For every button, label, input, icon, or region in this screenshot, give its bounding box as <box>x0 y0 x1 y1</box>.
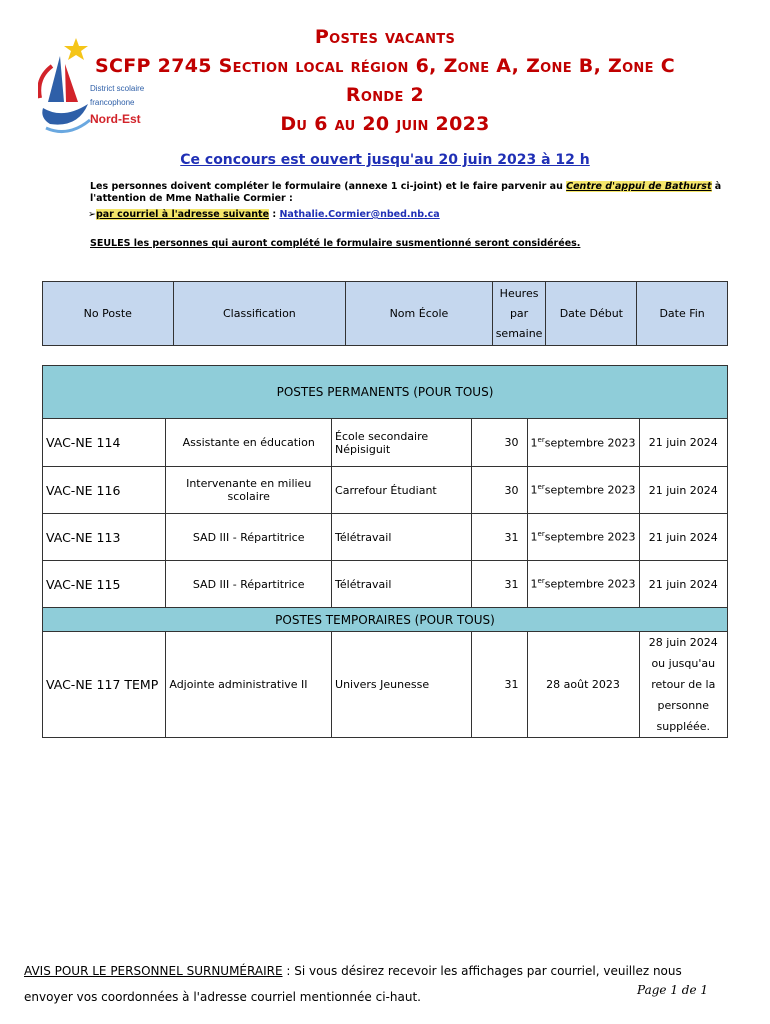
table-row <box>43 561 728 608</box>
email-link[interactable]: Nathalie.Cormier@nbed.nb.ca <box>279 209 440 220</box>
cell-fin: 21 juin 2024 <box>639 514 727 561</box>
cell-debut <box>527 419 639 467</box>
page-number: Page 1 de 1 <box>637 983 708 997</box>
col-nom-ecole: Nom École <box>346 282 493 346</box>
instructions-prefix: Les personnes doivent compléter le formulaire (annexe 1 ci-joint) et le faire parvenir au <box>90 181 567 192</box>
footer-note <box>24 958 724 1010</box>
cell-ecole: Télétravail <box>332 561 472 608</box>
cell-heures: 30 <box>472 467 527 514</box>
cell-fin: 21 juin 2024 <box>639 419 727 467</box>
cell-classification: SAD III - Répartitrice <box>166 514 332 561</box>
cell-heures: 31 <box>472 561 527 608</box>
cell-no: VAC-NE 115 <box>43 561 166 608</box>
open-notice: Ce concours est ouvert jusqu'au 20 juin 2023 à 12 h <box>180 152 590 168</box>
cell-fin: 28 juin 2024 ou jusqu'au retour de la personne suppléée. <box>639 632 727 738</box>
logo-line3: Nord-Est <box>90 112 141 126</box>
title-line3: Ronde 2 <box>345 84 425 106</box>
debut-sup: er <box>537 577 545 586</box>
debut-rest: septembre 2023 <box>544 530 636 544</box>
title-line1: Postes vacants <box>314 26 456 48</box>
email-sep: : <box>269 209 280 220</box>
section-temporary: POSTES TEMPORAIRES (POUR TOUS) <box>43 608 728 632</box>
instructions-suffix: à l'attention de Mme Nathalie Cormier : <box>90 181 722 204</box>
cell-fin: 21 juin 2024 <box>639 561 727 608</box>
logo-line1: District scolaire <box>90 84 145 93</box>
cell-classification: SAD III - Répartitrice <box>166 561 332 608</box>
col-heures <box>492 282 546 346</box>
cell-no: VAC-NE 117 TEMP <box>43 632 166 738</box>
cell-debut <box>527 514 639 561</box>
cell-heures: 31 <box>472 632 527 738</box>
title-line2: SCFP 2745 Section local région 6, Zone A, Zone B, Zone C <box>95 55 675 77</box>
cell-ecole: Télétravail <box>332 514 472 561</box>
table-row <box>43 514 728 561</box>
table-row <box>43 632 728 738</box>
footer-text: : Si vous désirez recevoir les affichages par courriel, veuillez nous envoyer vos coordonnées à l'adresse courriel mentionnée ci-haut. <box>24 964 682 1004</box>
debut-sup: er <box>537 435 545 444</box>
cell-heures: 30 <box>472 419 527 467</box>
cell-debut: 28 août 2023 <box>527 632 639 738</box>
col-no-poste: No Poste <box>43 282 174 346</box>
cell-fin: 21 juin 2024 <box>639 467 727 514</box>
col-date-debut: Date Début <box>546 282 637 346</box>
col-heures-l1: Heures <box>499 286 539 300</box>
header-table <box>42 281 728 346</box>
footer-label: AVIS POUR LE PERSONNEL SURNUMÉRAIRE <box>24 964 283 978</box>
cell-debut <box>527 467 639 514</box>
cell-no: VAC-NE 116 <box>43 467 166 514</box>
col-classification: Classification <box>173 282 346 346</box>
debut-rest: septembre 2023 <box>544 483 636 497</box>
section-permanent: POSTES PERMANENTS (POUR TOUS) <box>43 366 728 419</box>
cell-debut <box>527 561 639 608</box>
debut-day: 1 <box>530 483 538 497</box>
cell-ecole: Univers Jeunesse <box>332 632 472 738</box>
logo-line2: francophone <box>90 98 135 107</box>
cell-no: VAC-NE 113 <box>43 514 166 561</box>
email-line <box>88 209 440 221</box>
debut-rest: septembre 2023 <box>544 436 636 450</box>
instructions-line <box>90 181 730 205</box>
col-heures-l2: par <box>509 306 529 320</box>
debut-sup: er <box>537 483 545 492</box>
cell-ecole: École secondaire Népisiguit <box>332 419 472 467</box>
debut-sup: er <box>537 530 545 539</box>
cell-no: VAC-NE 114 <box>43 419 166 467</box>
debut-rest: septembre 2023 <box>544 577 636 591</box>
cell-classification: Adjointe administrative II <box>166 632 332 738</box>
postes-table <box>42 365 728 738</box>
col-date-fin: Date Fin <box>637 282 728 346</box>
centre-name: Centre d'appui de Bathurst <box>566 181 712 192</box>
debut-day: 1 <box>530 530 538 544</box>
table-row <box>43 419 728 467</box>
arrow-bullet-icon: ➢ <box>88 209 96 220</box>
title-line4: Du 6 au 20 juin 2023 <box>280 113 490 135</box>
debut-day: 1 <box>530 436 538 450</box>
only-notice: SEULES les personnes qui auront complété le formulaire susmentionné seront considérées. <box>90 238 581 249</box>
col-heures-l3: semaine <box>495 326 543 340</box>
cell-heures: 31 <box>472 514 527 561</box>
debut-day: 1 <box>530 577 538 591</box>
cell-classification: Intervenante en milieu scolaire <box>166 467 332 514</box>
cell-classification: Assistante en éducation <box>166 419 332 467</box>
email-prefix: par courriel à l'adresse suivante <box>95 209 270 220</box>
cell-ecole: Carrefour Étudiant <box>332 467 472 514</box>
table-row <box>43 467 728 514</box>
